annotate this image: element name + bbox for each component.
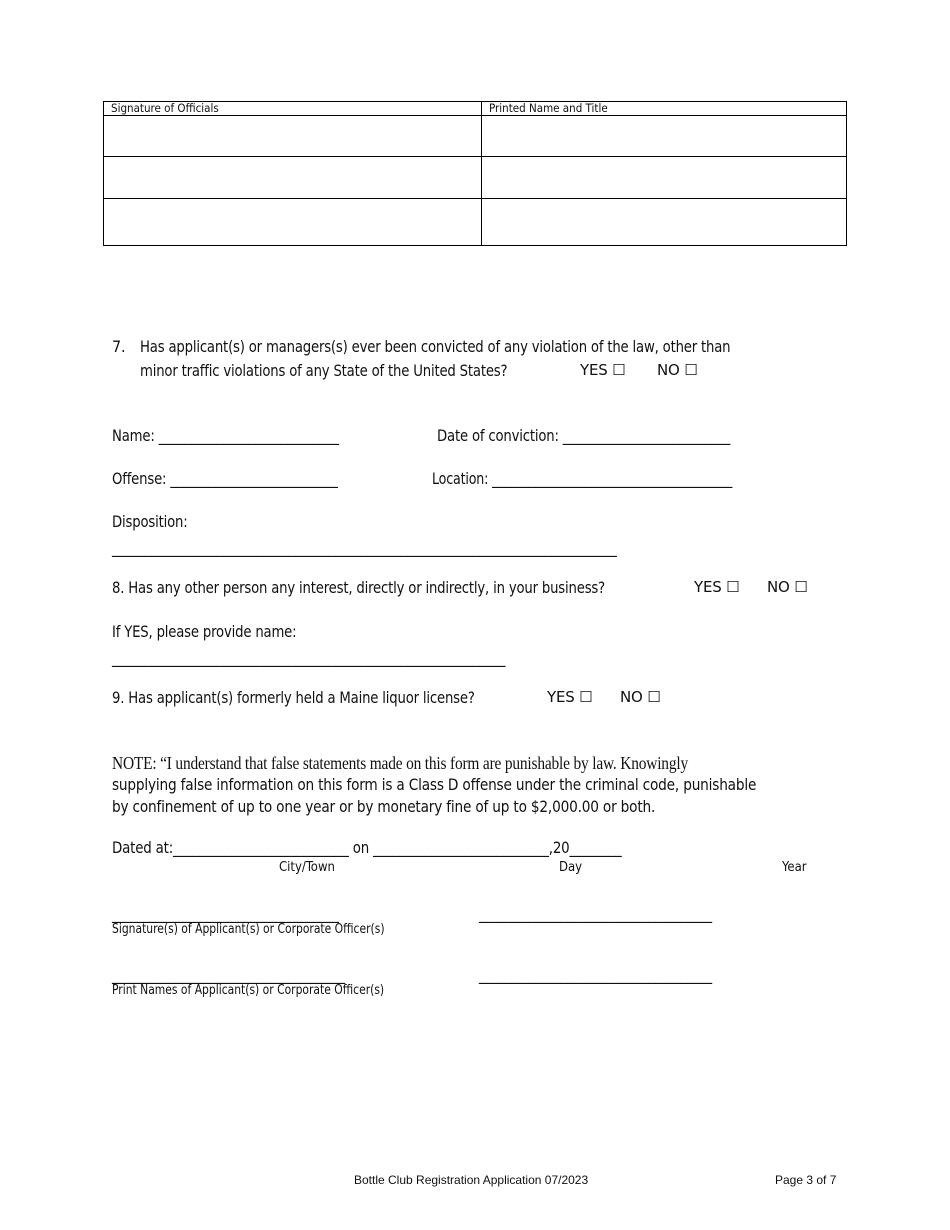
q9-yes-checkbox[interactable]: YES ☐: [547, 688, 593, 706]
q7-text-line2: minor traffic violations of any State of the United States?: [140, 361, 508, 380]
note-line2: supplying false information on this form is a Class D offense under the criminal code, punishable: [112, 775, 757, 794]
q8-yes-checkbox[interactable]: YES ☐: [694, 578, 740, 596]
signature-field-left[interactable]: ____________________________________: [112, 904, 339, 923]
city-town-label: City/Town: [279, 860, 335, 875]
q7-yes-checkbox[interactable]: YES ☐: [580, 361, 626, 379]
year-label: Year: [782, 860, 807, 875]
q7-text-line1: Has applicant(s) or managers(s) ever been convicted of any violation of the law, other than: [140, 337, 731, 356]
q7-no-checkbox[interactable]: NO ☐: [657, 361, 698, 379]
printed-name-cell[interactable]: [482, 157, 847, 199]
q8-text: 8. Has any other person any interest, directly or indirectly, in your business?: [112, 578, 605, 597]
q9-no-checkbox[interactable]: NO ☐: [620, 688, 661, 706]
q8-no-checkbox[interactable]: NO ☐: [767, 578, 808, 596]
q7-date-of-conviction-field[interactable]: Date of conviction: __________________________: [437, 426, 731, 445]
note-line3: by confinement of up to one year or by monetary fine of up to $2,000.00 or both.: [112, 797, 656, 816]
q7-name-field[interactable]: Name: ____________________________: [112, 426, 339, 445]
page-number: Page 3 of 7: [775, 1173, 837, 1187]
q8-name-field[interactable]: ____________________________________________________________: [112, 648, 506, 667]
print-names-label: Print Names of Applicant(s) or Corporate Officer(s): [112, 983, 385, 998]
signature-field-right[interactable]: _____________________________________: [479, 904, 712, 923]
signature-cell[interactable]: [104, 116, 482, 157]
note-line1: [112, 753, 688, 774]
signature-cell[interactable]: [104, 199, 482, 246]
day-label: Day: [559, 860, 583, 875]
printed-name-cell[interactable]: [482, 199, 847, 246]
q7-offense-field[interactable]: Offense: __________________________: [112, 469, 338, 488]
officials-signature-table: [103, 101, 847, 246]
q7-disposition-field[interactable]: _____________________________________________________________________________: [112, 538, 617, 557]
q7-disposition-label: Disposition:: [112, 512, 188, 531]
note-text: NOTE: “I understand that false statements made on this form are punishable by law. Knowingly: [112, 753, 688, 773]
q9-text: 9. Has applicant(s) formerly held a Maine liquor license?: [112, 688, 475, 707]
q7-location-field[interactable]: Location: _______________________________________: [432, 469, 733, 488]
q8-if-yes-label: If YES, please provide name:: [112, 622, 297, 641]
table-header-printed-name: Printed Name and Title: [482, 102, 847, 116]
dated-at-field[interactable]: Dated at:___________________________ on ___________________________,20________: [112, 838, 622, 857]
table-header-signature: Signature of Officials: [104, 102, 482, 116]
print-name-field-left[interactable]: _____________________________________: [112, 965, 345, 984]
print-name-field-right[interactable]: _____________________________________: [479, 965, 712, 984]
footer-title: Bottle Club Registration Application 07/2023: [354, 1173, 589, 1187]
signature-cell[interactable]: [104, 157, 482, 199]
printed-name-cell[interactable]: [482, 116, 847, 157]
signature-label: Signature(s) of Applicant(s) or Corporate Officer(s): [112, 922, 385, 937]
q7-number: 7.: [112, 337, 126, 356]
